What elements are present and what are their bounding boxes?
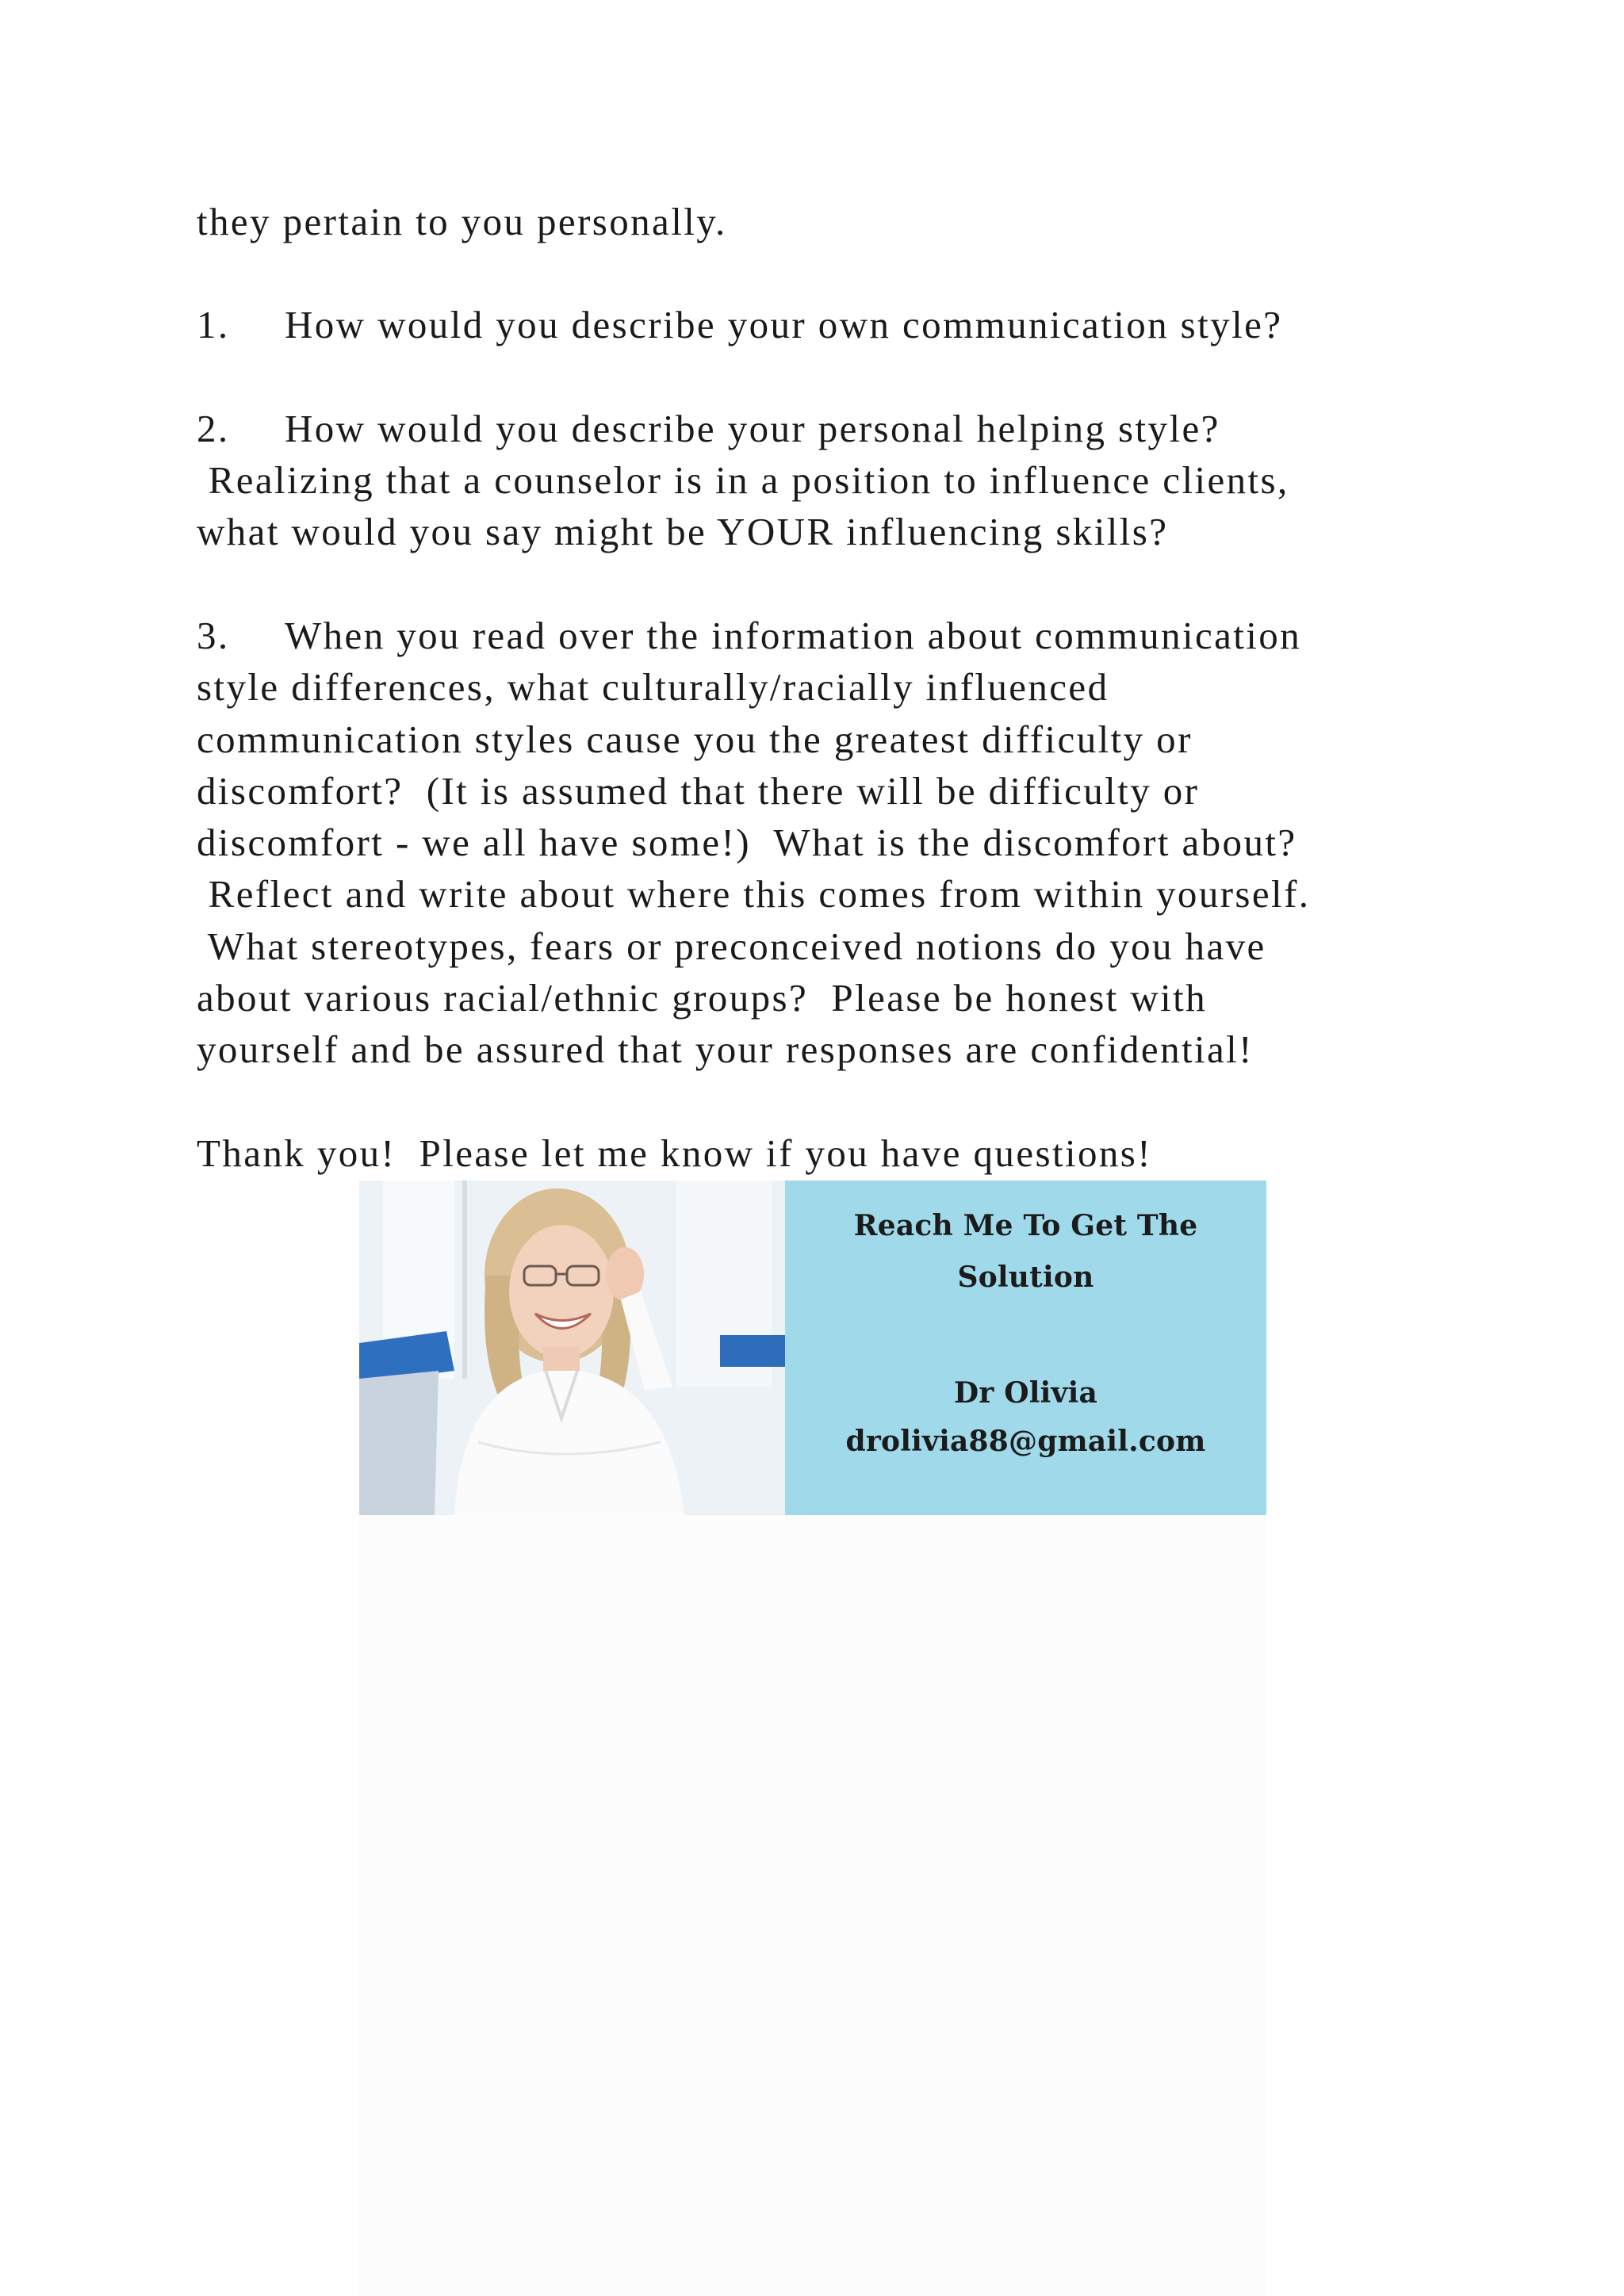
line-text: Thank you! Please let me know if you have questions!	[197, 1131, 1152, 1175]
line-text: they pertain to you personally.	[197, 200, 727, 243]
woman-photo-illustration	[359, 1181, 785, 1515]
text-line	[197, 923, 1266, 970]
contact-panel	[785, 1181, 1266, 1515]
text-line	[197, 871, 1310, 918]
text-line	[197, 819, 1297, 867]
question-number: 3.	[197, 614, 230, 657]
closing-line	[197, 1130, 1152, 1177]
line-text: communication styles cause you the greatest difficulty or	[197, 718, 1193, 761]
line-text: yourself and be assured that your responses are confidential!	[197, 1027, 1254, 1071]
question-3	[197, 612, 1301, 660]
line-text: Realizing that a counselor is in a position to influence clients,	[197, 458, 1289, 502]
text-line	[197, 1026, 1254, 1073]
contact-banner	[359, 1181, 1266, 1515]
contact-email: drolivia88@gmail.com	[845, 1425, 1206, 1458]
text-line	[197, 508, 1168, 556]
question-number: 2.	[197, 407, 230, 450]
question-2	[197, 405, 1220, 453]
banner-heading-line2: Solution	[957, 1261, 1094, 1294]
text-line	[197, 974, 1207, 1022]
blank-page-area	[359, 1515, 1266, 2296]
question-text: When you read over the information about communication	[285, 614, 1302, 657]
line-text: about various racial/ethnic groups? Please be honest with	[197, 976, 1208, 1020]
text-line	[197, 198, 727, 246]
line-text: what would you say might be YOUR influencing skills?	[197, 510, 1169, 553]
question-number: 1.	[197, 303, 230, 346]
text-line	[197, 664, 1109, 711]
line-text: What stereotypes, fears or preconceived notions do you have	[197, 924, 1266, 968]
question-1	[197, 301, 1282, 349]
line-text: discomfort - we all have some!) What is the discomfort about?	[197, 821, 1297, 864]
question-text: How would you describe your own communication style?	[285, 303, 1283, 346]
text-line	[197, 767, 1199, 815]
question-text: How would you describe your personal helping style?	[285, 407, 1220, 450]
text-line	[197, 457, 1289, 504]
woman-photo	[359, 1181, 785, 1515]
line-text: discomfort? (It is assumed that there will be difficulty or	[197, 769, 1200, 813]
line-text: Reflect and write about where this comes from within yourself.	[197, 872, 1311, 916]
line-text: style differences, what culturally/racially influenced	[197, 665, 1109, 709]
contact-name: Dr Olivia	[953, 1376, 1098, 1410]
banner-heading-line1: Reach Me To Get The	[853, 1209, 1198, 1242]
text-line	[197, 716, 1193, 763]
